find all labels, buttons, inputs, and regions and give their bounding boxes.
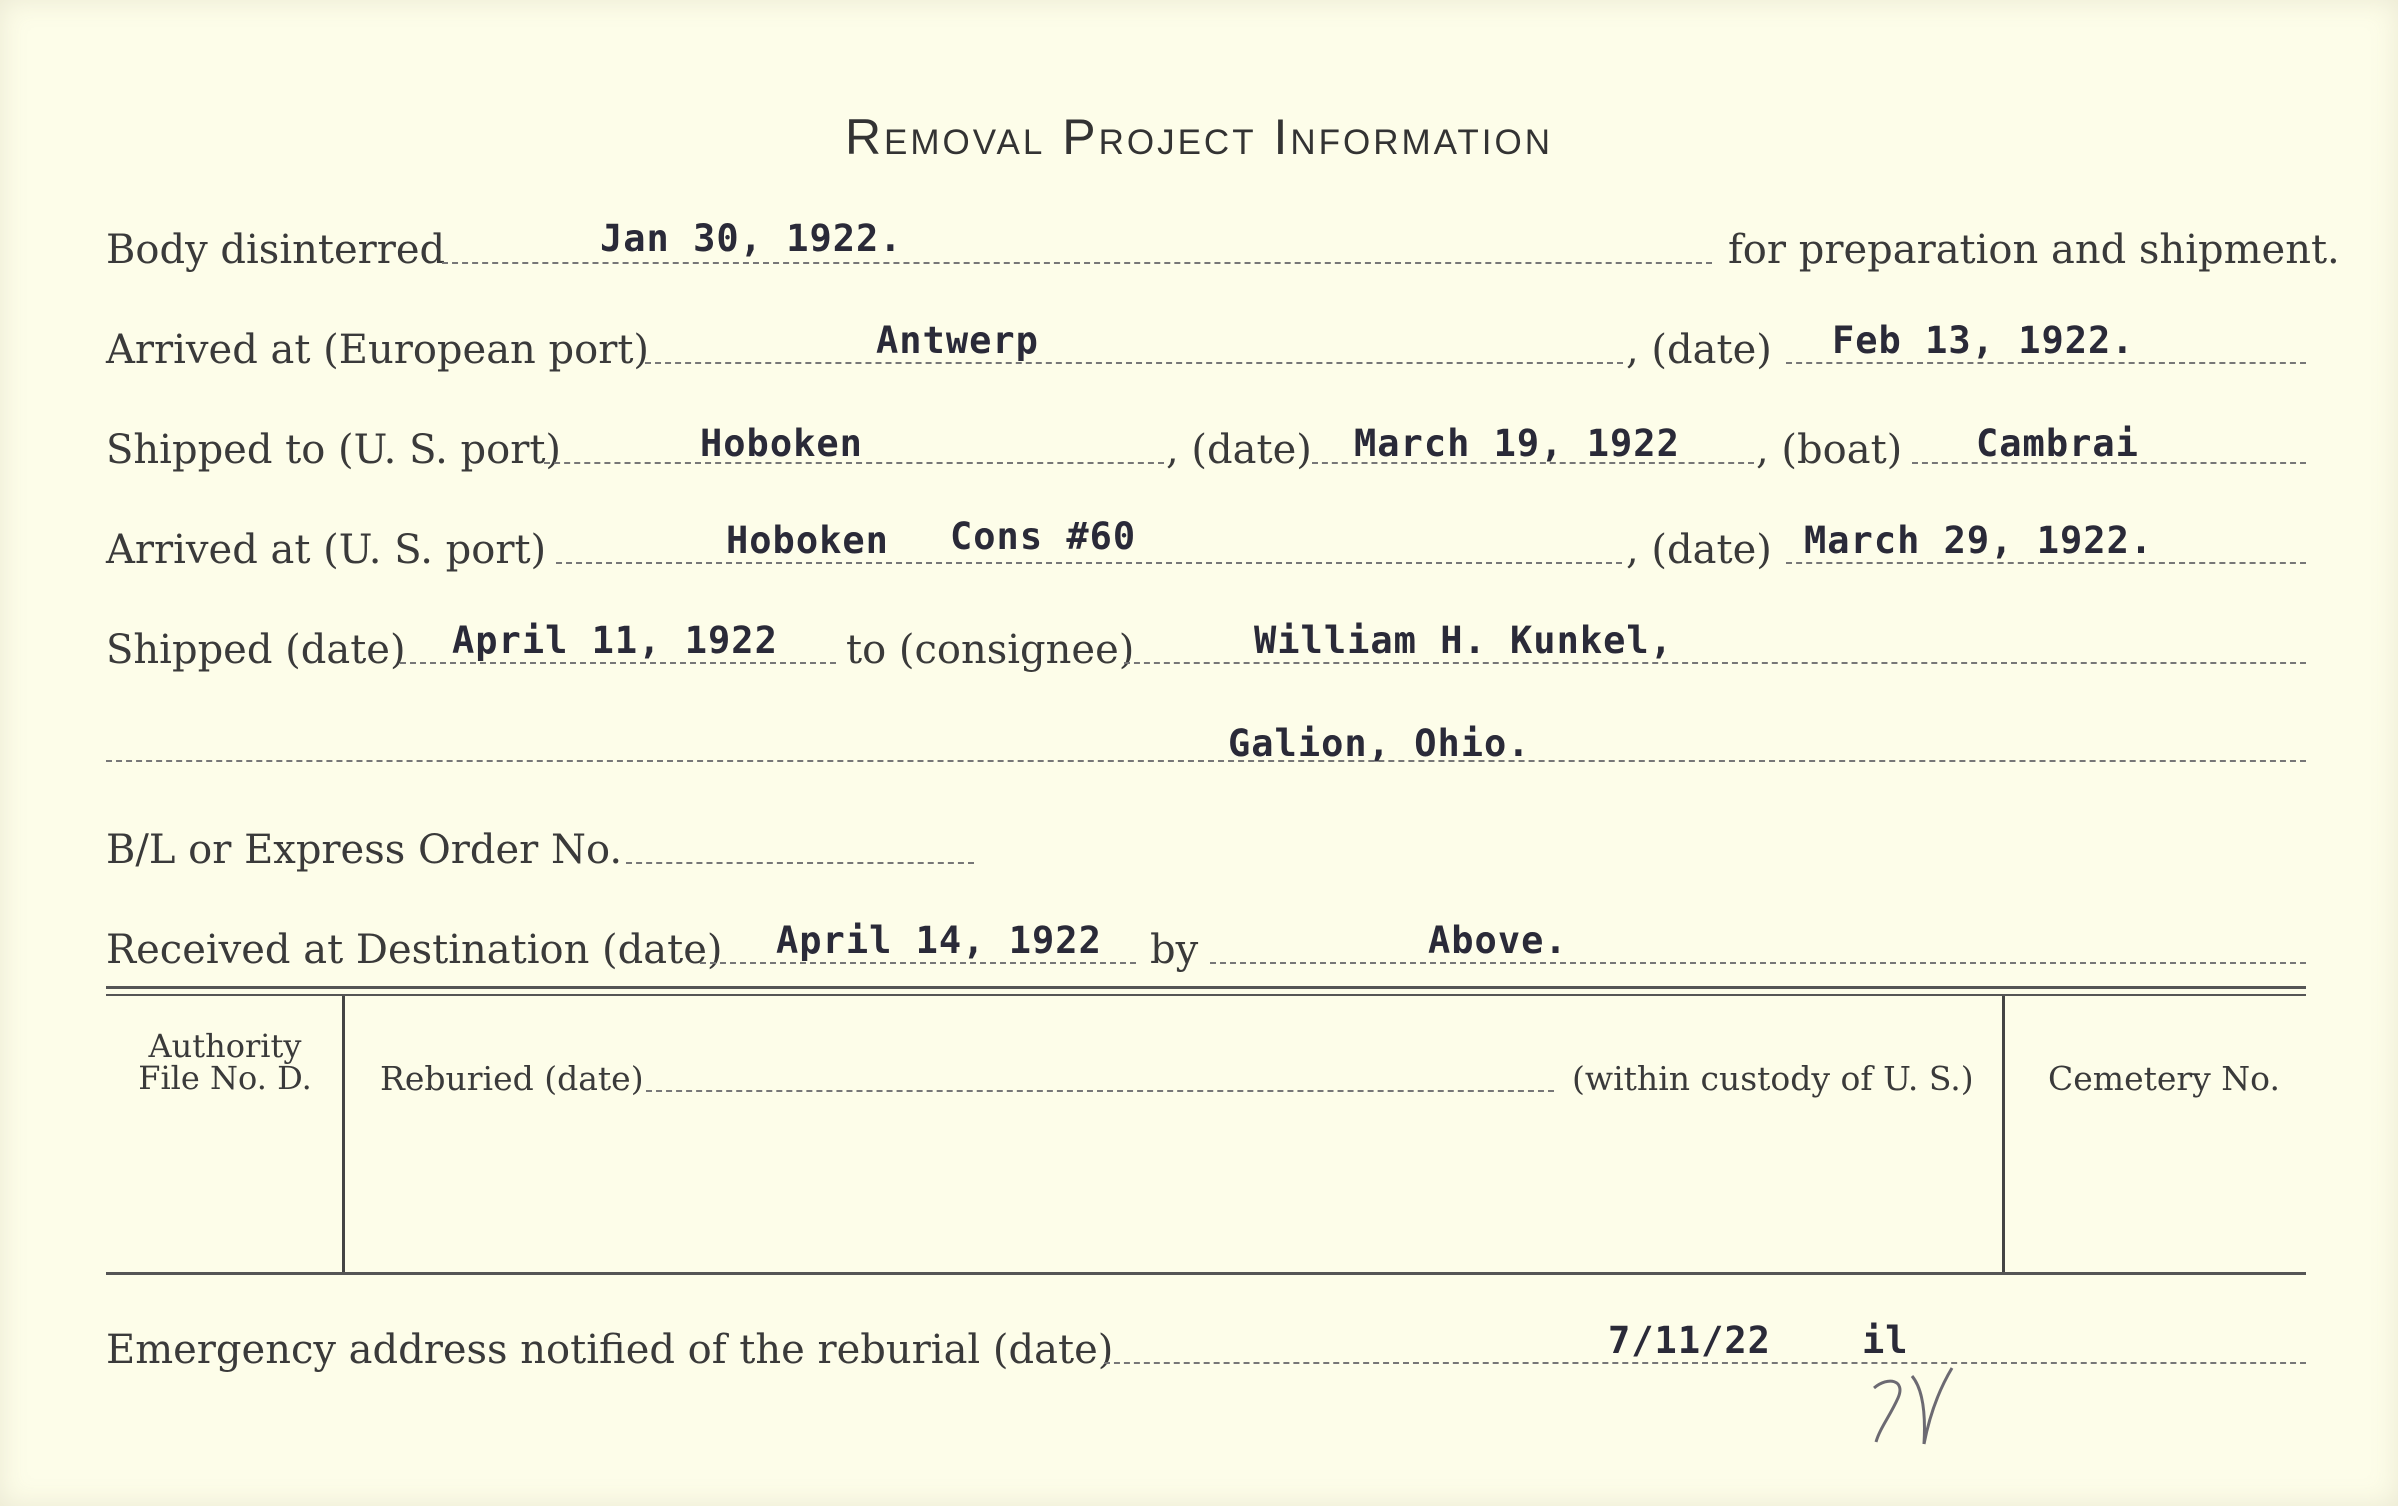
label-emergency: Emergency address notified of the reburial (date) <box>106 1327 1114 1373</box>
value-received-date: April 14, 1922 <box>776 919 1102 962</box>
label-by: by <box>1150 927 1199 973</box>
line-received-date <box>700 962 1136 964</box>
value-european-arrival-date: Feb 13, 1922. <box>1832 319 2135 362</box>
value-us-arrival-date: March 29, 1922. <box>1804 519 2154 562</box>
line-us-arrival-date <box>1786 562 2306 564</box>
line-consignee <box>1124 662 2306 664</box>
value-european-port: Antwerp <box>876 319 1039 362</box>
line-shipped-to-consignee-date <box>400 662 836 664</box>
line-european-port <box>645 362 1623 364</box>
label-bl-express: B/L or Express Order No. <box>106 827 623 873</box>
line-reburied <box>646 1090 1554 1092</box>
value-us-port-shipped: Hoboken <box>700 422 863 465</box>
line-consignee-address <box>106 760 2306 762</box>
label-authority: Authority <box>148 1027 302 1065</box>
line-disinterred <box>442 262 1712 264</box>
value-shipped-to-consignee-date: April 11, 1922 <box>452 619 778 662</box>
line-us-port-arrived <box>556 562 1622 564</box>
label-reburied: Reburied (date) <box>380 1059 644 1098</box>
label-to-consignee: to (consignee) <box>846 627 1135 673</box>
label-arrived-us: Arrived at (U. S. port) <box>106 527 547 573</box>
label-arrived-european: Arrived at (European port) <box>106 327 650 373</box>
label-received-destination: Received at Destination (date) <box>106 927 723 973</box>
value-disinterred-date: Jan 30, 1922. <box>600 217 903 260</box>
table-divider-left <box>342 996 345 1272</box>
value-consignment: Cons #60 <box>950 515 1137 558</box>
value-emergency-date: 7/11/22 <box>1608 1319 1771 1362</box>
line-received-by <box>1210 962 2306 964</box>
table-top-rule <box>106 986 2306 989</box>
label-date-1: , (date) <box>1626 327 1772 373</box>
label-boat: , (boat) <box>1756 427 1903 473</box>
label-shipped-to-us: Shipped to (U. S. port) <box>106 427 561 473</box>
value-consignee-address: Galion, Ohio. <box>1228 722 1531 765</box>
form-title: Removal Project Information <box>844 109 1554 165</box>
label-shipped-date: Shipped (date) <box>106 627 406 673</box>
label-date-2: , (date) <box>1166 427 1312 473</box>
table-divider-right <box>2002 996 2005 1272</box>
value-consignee-name: William H. Kunkel, <box>1254 619 1673 662</box>
label-for-preparation: for preparation and shipment. <box>1728 227 2340 273</box>
label-file-no: File No. D. <box>138 1059 312 1097</box>
line-european-date <box>1786 362 2306 364</box>
value-us-port-arrived: Hoboken <box>726 519 889 562</box>
value-boat: Cambrai <box>1976 422 2139 465</box>
value-shipped-date: March 19, 1922 <box>1354 422 1680 465</box>
line-bl-express <box>626 862 974 864</box>
table-top-rule-2 <box>106 994 2306 996</box>
label-within-custody: (within custody of U. S.) <box>1572 1059 1974 1098</box>
label-authority-file <box>112 1027 338 1097</box>
pencil-initial-mark <box>1860 1358 1970 1458</box>
label-cemetery-no: Cemetery No. <box>2048 1059 2280 1098</box>
value-received-by: Above. <box>1428 919 1568 962</box>
label-body-disinterred: Body disinterred <box>106 227 446 273</box>
table-bottom-rule <box>106 1272 2306 1275</box>
label-date-3: , (date) <box>1626 527 1772 573</box>
line-emergency <box>1104 1362 2306 1364</box>
value-clerk-initials: il <box>1862 1319 1909 1362</box>
